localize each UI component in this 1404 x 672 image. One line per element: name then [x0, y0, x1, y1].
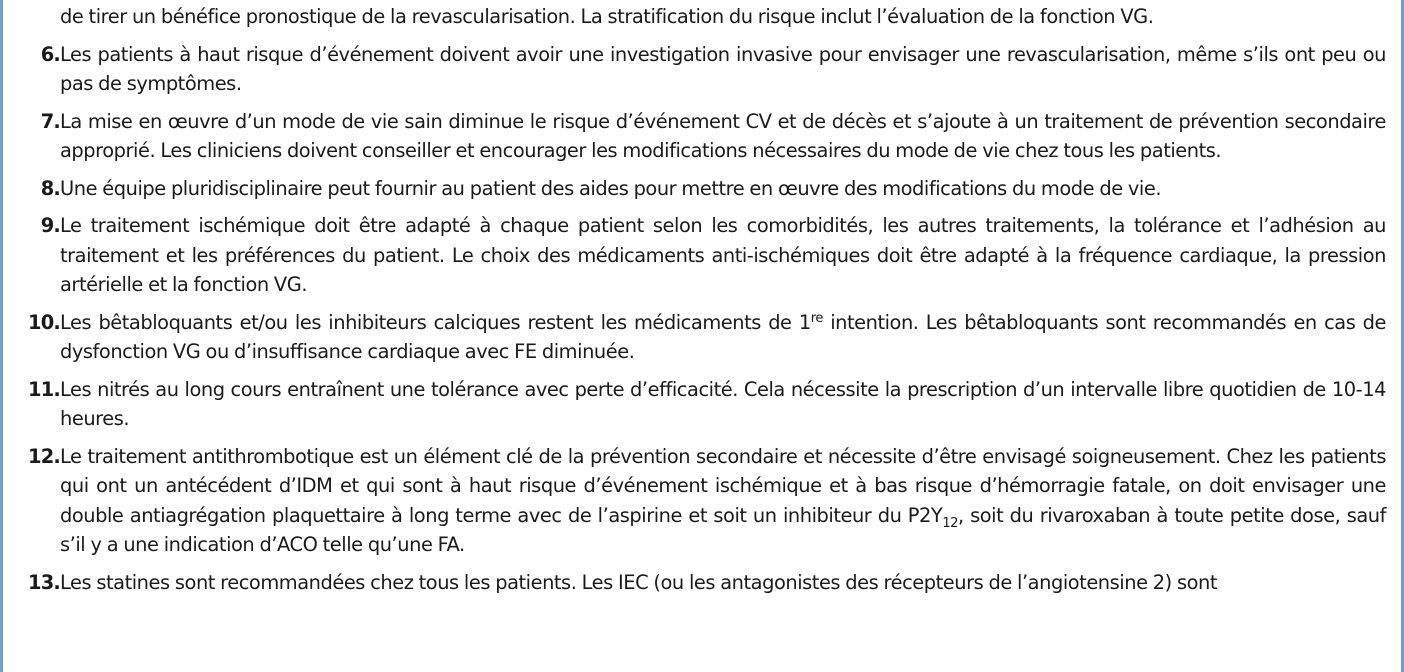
item-text: Les statines sont recommandées chez tous les patients. Les IEC (ou les antagonistes des récepteurs de l’angiotensine 2) sont [60, 570, 1218, 594]
item-number: 12. [28, 444, 60, 468]
item-number: 10. [28, 310, 60, 334]
item-text: Les nitrés au long cours entraînent une tolérance avec perte d’efficacité. Cela nécessite la prescription d’un intervalle libre quotidien de 10-14 heures. [60, 377, 1386, 430]
page-frame-left-border [0, 0, 3, 672]
item-text-part-b: , soit du rivaroxaban à toute petite dose, sauf s’il y a une indication d’ACO telle qu’une FA. [60, 503, 1386, 556]
list-item-10 [20, 308, 1386, 367]
item-text-part-b: intention. Les bêtabloquants sont recommandés en cas de dysfonction VG ou d’insuffisance cardiaque avec FE diminuée. [60, 310, 1386, 363]
item-text-part-a: Le traitement antithrombotique est un élément clé de la prévention secondaire et nécessite d’être envisagé soigneusement. Chez les patients qui ont un antécédent d’IDM et qui sont à haut risque d’événement ischémique et à bas risque d’hémorragie fatale, on doit envisager une double antiagrégation plaquettaire à long terme avec de l’aspirine et soit un inhibiteur du P2Y [60, 444, 1386, 527]
item-text: La mise en œuvre d’un mode de vie sain diminue le risque d’événement CV et de décès et s’ajoute à un traitement de prévention secondaire approprié. Les cliniciens doivent conseiller et encourager les modifications nécessaires du mode de vie chez tous les patients. [60, 109, 1386, 162]
subscript: 12 [942, 515, 958, 531]
list-item-9 [20, 211, 1386, 300]
item-text: Les patients à haut risque d’événement doivent avoir une investigation invasive pour envisager une revascularisation, même s’ils ont peu ou pas de symptômes. [60, 42, 1386, 95]
item-text [60, 442, 1386, 560]
item-number: 8. [40, 176, 60, 200]
item-number: 6. [40, 42, 60, 66]
intro-line: de tirer un bénéfice pronostique de la revascularisation. La stratification du risque inclut l’évaluation de la fonction VG. [60, 5, 1154, 28]
list-item-12 [20, 442, 1386, 560]
item-text [60, 308, 1386, 367]
item-number: 9. [40, 214, 60, 237]
list-item-11 [20, 375, 1386, 434]
document-body [20, 2, 1386, 605]
item-number: 11. [28, 377, 60, 401]
list-item-7 [20, 107, 1386, 166]
item-text: Le traitement ischémique doit être adapté à chaque patient selon les comorbidités, les autres traitements, la tolérance et l’adhésion au traitement et les préférences du patient. Le choix des médicaments anti-ischémiques doit être adapté à la fréquence cardiaque, la pression artérielle et la fonction VG. [60, 214, 1386, 296]
item-text: Une équipe pluridisciplinaire peut fournir au patient des aides pour mettre en œuvre des modifications du mode de vie. [60, 176, 1162, 200]
item-number: 7. [40, 109, 60, 133]
list-item-13 [20, 568, 1386, 598]
list-item-8 [20, 174, 1386, 204]
item-number: 13. [28, 570, 60, 594]
ordinal-superscript: re [810, 310, 823, 326]
list-item-6 [20, 40, 1386, 99]
item-text-part-a: Les bêtabloquants et/ou les inhibiteurs calciques restent les médicaments de 1 [60, 310, 811, 334]
